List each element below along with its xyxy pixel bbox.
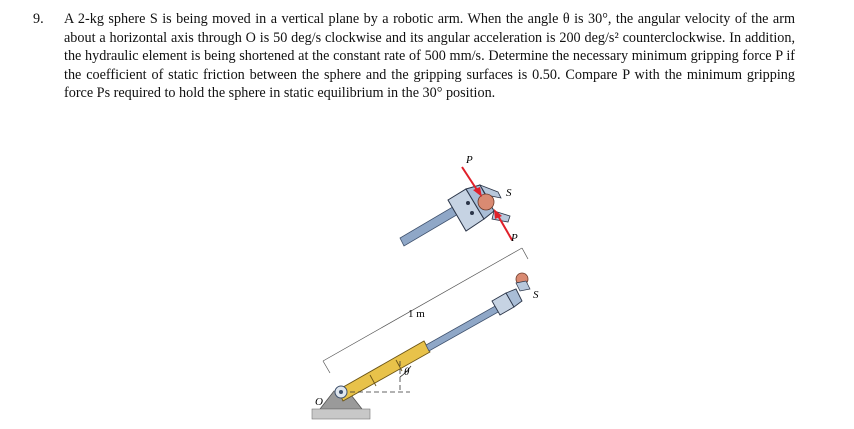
problem-text: A 2-kg sphere S is being moved in a vertical plane by a robotic arm. When the angle θ is 30°, the angular velocity of the arm about a horizontal axis through O is 50 deg/s clockwise and its angular acceleration is 200 deg/s² counterclockwise. In addition, the hydraulic element is being shortened at the constant rate of 500 mm/s. Determine the necessary minimum gripping force P if the coefficient of static friction between the sphere and the gripping surfaces is 0.50. Compare P with the minimum gripping force Ps required to hold the sphere in static equilibrium in the 30° position. [64, 11, 795, 102]
label-s-top: S [506, 187, 512, 199]
label-length: 1 m [408, 308, 425, 320]
gripper-rod [400, 205, 460, 246]
end-gripper-finger [516, 281, 530, 291]
sphere-s-detail [478, 194, 494, 210]
robotic-arm-main [312, 248, 539, 419]
label-p-bottom: P [511, 232, 518, 244]
dimension-tick-right [522, 248, 528, 259]
base-ground [312, 409, 370, 419]
gripper-bolt-2 [470, 211, 474, 215]
pivot-o-center [339, 390, 343, 394]
label-s-right: S [533, 289, 539, 301]
label-p-top: P [466, 154, 473, 166]
label-theta: θ [404, 366, 410, 378]
dimension-tick-left [323, 361, 330, 373]
label-o: O [315, 396, 323, 408]
problem-statement [35, 10, 795, 103]
robotic-arm-figure [290, 145, 560, 425]
gripper-detail-view [400, 154, 518, 246]
problem-number: 9. [33, 11, 44, 27]
gripper-bolt-1 [466, 201, 470, 205]
piston-rod [426, 305, 500, 351]
